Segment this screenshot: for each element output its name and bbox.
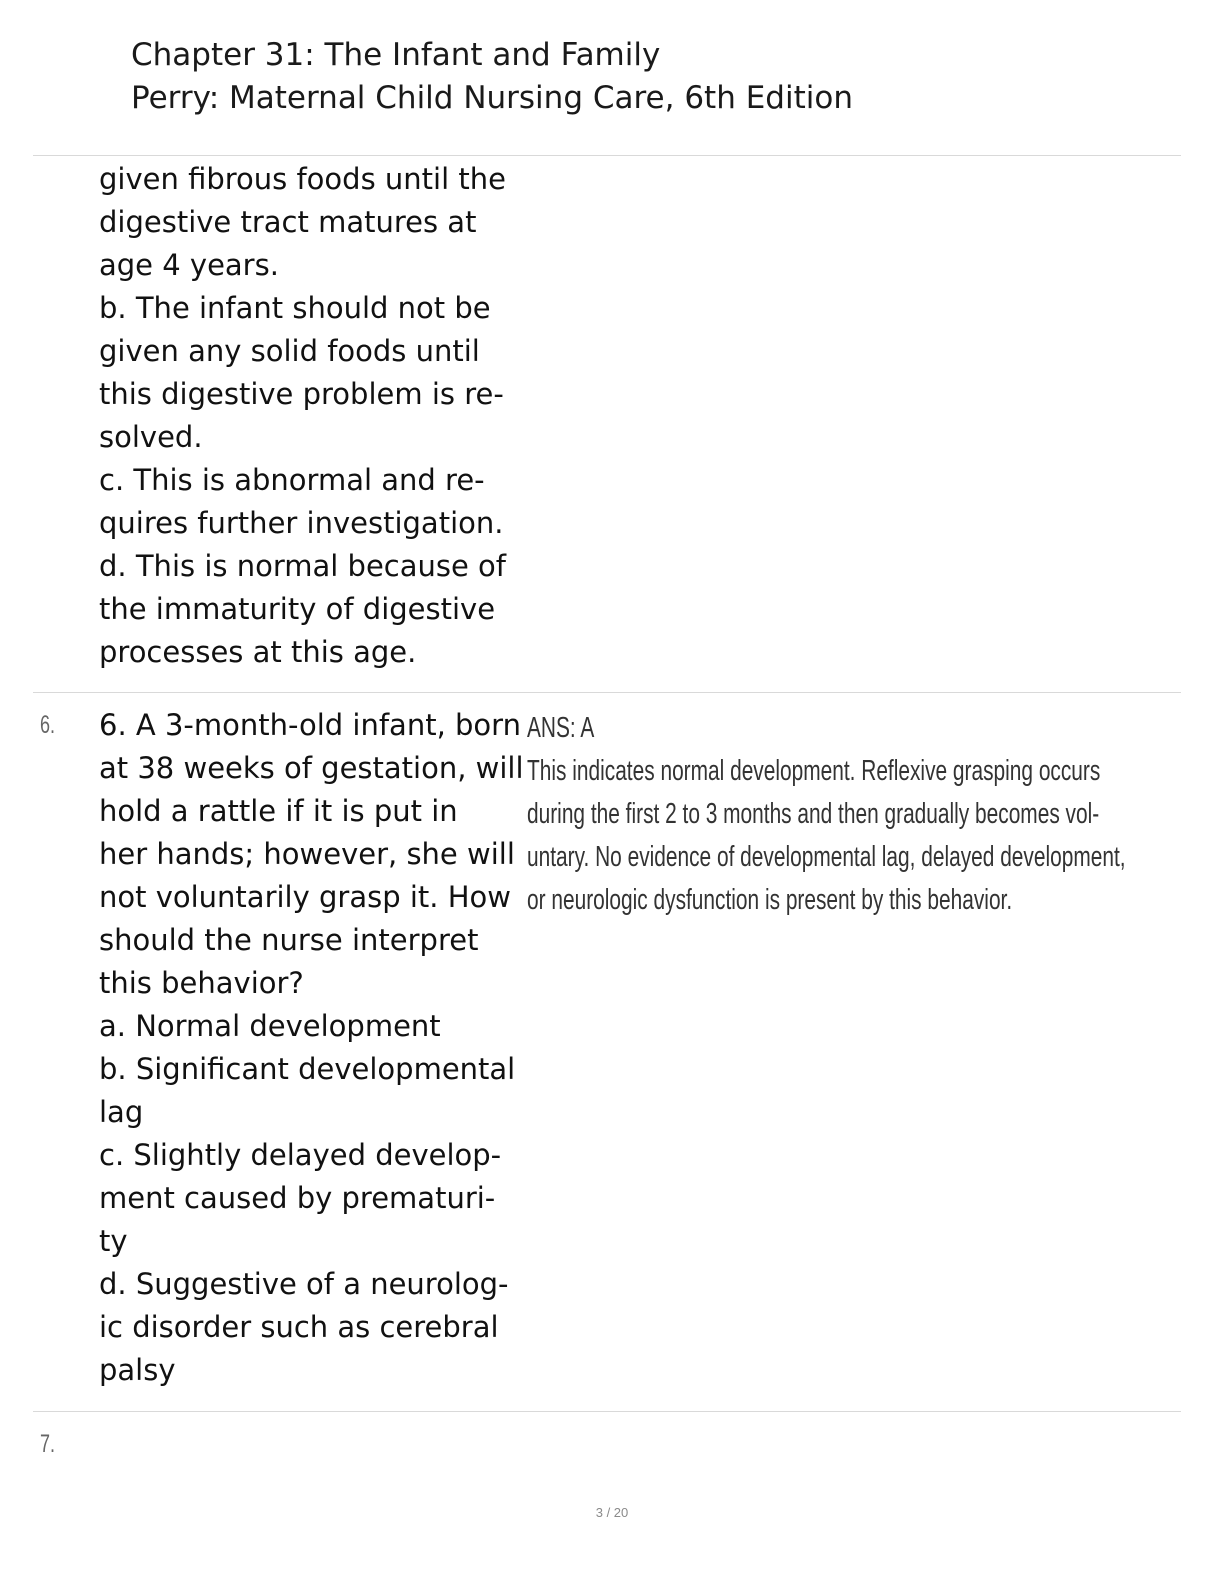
question-line: at 38 weeks of gestation, will	[99, 751, 524, 785]
question-line: this digestive problem is re-	[99, 377, 504, 411]
divider	[33, 155, 1181, 156]
question-line: not voluntarily grasp it. How	[99, 880, 511, 914]
question-line: given fibrous foods until the	[99, 162, 506, 196]
question-line: c. Slightly delayed develop-	[99, 1138, 502, 1172]
question-6-text	[99, 704, 524, 1392]
question-line: solved.	[99, 420, 203, 454]
question-line: ment caused by prematuri-	[99, 1181, 496, 1215]
question-line: b. The infant should not be	[99, 291, 491, 325]
chapter-title: Chapter 31: The Infant and Family	[131, 37, 661, 73]
question-line: digestive tract matures at	[99, 205, 477, 239]
question-line: should the nurse interpret	[99, 923, 479, 957]
divider	[33, 1411, 1181, 1412]
question-line: lag	[99, 1095, 144, 1129]
answer-rationale	[527, 707, 1126, 922]
question-number: 7.	[40, 1430, 56, 1458]
rationale-line: during the first 2 to 3 months and then gradually becomes vol-	[527, 798, 1100, 830]
question-line: a. Normal development	[99, 1009, 441, 1043]
question-line: palsy	[99, 1353, 176, 1387]
question-line: this behavior?	[99, 966, 304, 1000]
question-line: given any solid foods until	[99, 334, 480, 368]
page-number: 3 / 20	[595, 1505, 629, 1520]
question-line: processes at this age.	[99, 635, 417, 669]
question-line: ty	[99, 1224, 128, 1258]
previous-question-continuation	[99, 158, 524, 674]
page-header	[131, 34, 853, 120]
rationale-line: or neurologic dysfunction is present by this behavior.	[527, 884, 1013, 916]
answer-key: ANS: A	[527, 712, 595, 744]
question-line: age 4 years.	[99, 248, 279, 282]
question-number: 6.	[40, 711, 56, 739]
question-line: c. This is abnormal and re-	[99, 463, 485, 497]
question-line: d. Suggestive of a neurolog-	[99, 1267, 509, 1301]
question-line: b. Significant developmental	[99, 1052, 516, 1086]
divider	[33, 692, 1181, 693]
question-line: 6. A 3-month-old infant, born	[99, 708, 521, 742]
question-line: ic disorder such as cerebral	[99, 1310, 499, 1344]
rationale-line: This indicates normal development. Reflexive grasping occurs	[527, 755, 1101, 787]
question-line: her hands; however, she will	[99, 837, 515, 871]
question-line: hold a rattle if it is put in	[99, 794, 458, 828]
book-title: Perry: Maternal Child Nursing Care, 6th Edition	[131, 80, 853, 116]
question-line: quires further investigation.	[99, 506, 504, 540]
question-line: the immaturity of digestive	[99, 592, 496, 626]
question-line: d. This is normal because of	[99, 549, 507, 583]
rationale-line: untary. No evidence of developmental lag, delayed development,	[527, 841, 1126, 873]
